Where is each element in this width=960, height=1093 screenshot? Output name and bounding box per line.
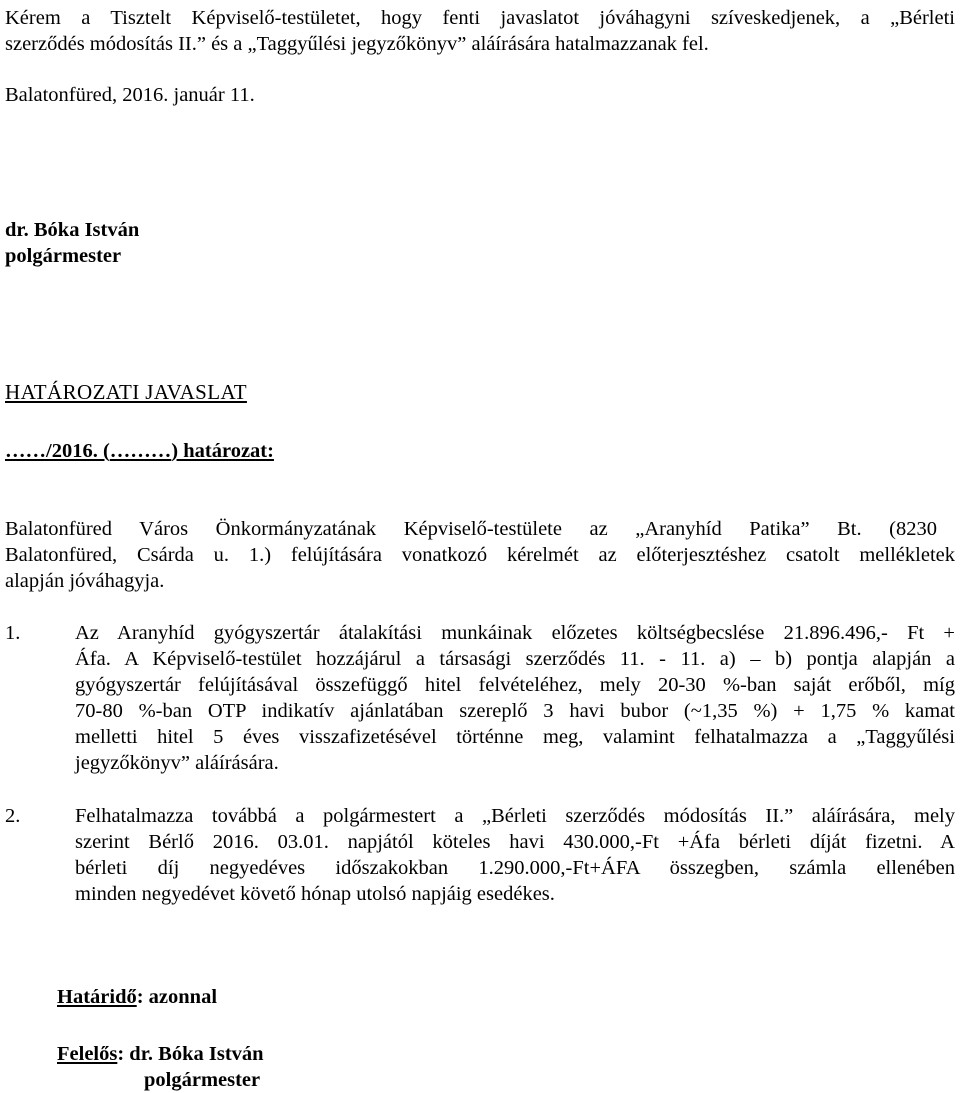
item-1-line-2: Áfa. A Képviselő-testület hozzájárul a társasági szerződés 11. - 11. a) – b) pontja alapján a	[75, 648, 955, 670]
resolution-number-blank: ………	[109, 440, 172, 462]
place-date: Balatonfüred, 2016. január 11.	[5, 84, 255, 106]
resolution-number-suffix: ) határozat:	[171, 440, 274, 462]
signer-name: dr. Bóka István	[5, 219, 140, 241]
responsible	[57, 1043, 264, 1066]
item-1-line-5: melletti hitel 5 éves visszafizetésével történne meg, valamint felhatalmazza a „Taggyűlési	[75, 726, 955, 748]
resolution-number	[5, 440, 274, 463]
signer-role: polgármester	[5, 245, 122, 267]
responsible-role: polgármester	[144, 1069, 261, 1091]
intro-line-2: szerződés módosítás II.” és a „Taggyűlési jegyzőkönyv” aláírására hatalmazzanak fel.	[5, 33, 709, 55]
item-1-number: 1.	[5, 622, 21, 644]
deadline	[57, 986, 217, 1009]
item-1-line-4: 70-80 %-ban OTP indikatív ajánlatában szereplő 3 havi bubor (~1,35 %) + 1,75 % kamat	[75, 700, 955, 722]
preamble-line-2: Balatonfüred, Csárda u. 1.) felújítására vonatkozó kérelmét az előterjesztéshez csatolt mellékletek	[5, 544, 955, 566]
item-1-line-3: gyógyszertár felújításával összefüggő hitel felvételéhez, mely 20-30 %-ban saját erőből, míg	[75, 674, 955, 696]
item-2-line-4: minden negyedévet követő hónap utolsó napjáig esedékes.	[75, 883, 555, 905]
responsible-value: : dr. Bóka István	[117, 1043, 264, 1065]
item-2-line-1: Felhatalmazza továbbá a polgármestert a „Bérleti szerződés módosítás II.” aláírására, mely	[75, 805, 955, 827]
item-1-line-1: Az Aranyhíd gyógyszertár átalakítási munkáinak előzetes költségbecslése 21.896.496,- Ft +	[75, 622, 955, 644]
item-2-line-2: szerint Bérlő 2016. 03.01. napjától köteles havi 430.000,-Ft +Áfa bérleti díját fizetni. A	[75, 831, 955, 853]
deadline-label: Határidő	[57, 986, 137, 1008]
preamble-line-1: Balatonfüred Város Önkormányzatának Képviselő-testülete az „Aranyhíd Patika” Bt. (8230	[5, 518, 937, 540]
responsible-label: Felelős	[57, 1043, 118, 1065]
item-1-line-6: jegyzőkönyv” aláírására.	[75, 752, 279, 774]
item-2-number: 2.	[5, 805, 21, 827]
preamble-line-3: alapján jóváhagyja.	[5, 570, 165, 592]
item-2-line-3: bérleti díj negyedéves időszakokban 1.290.000,-Ft+ÁFA összegben, számla ellenében	[75, 857, 955, 879]
resolution-number-prefix: ……/2016. (	[5, 440, 110, 462]
resolution-heading: HATÁROZATI JAVASLAT	[5, 380, 247, 404]
intro-line-1: Kérem a Tisztelt Képviselő-testületet, hogy fenti javaslatot jóváhagyni szíveskedjenek, a „Bérleti	[5, 7, 955, 29]
deadline-value: : azonnal	[136, 986, 218, 1008]
